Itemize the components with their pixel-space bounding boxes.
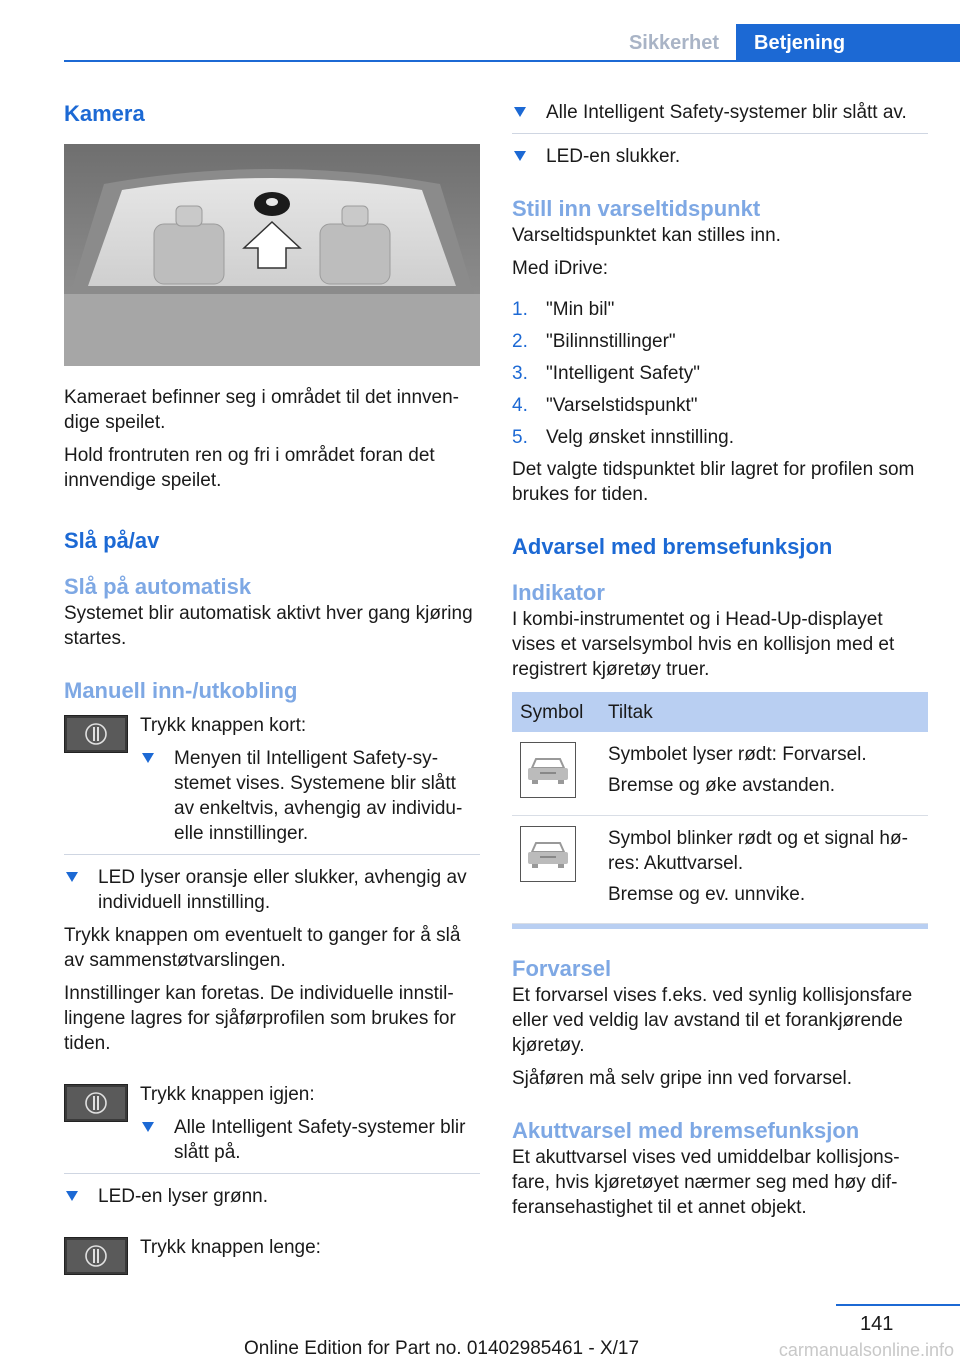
triangle-bullet-icon — [66, 1191, 78, 1201]
footer-rule — [836, 1304, 960, 1306]
table-bottom-rule — [512, 924, 928, 929]
table-header-symbol: Symbol — [512, 692, 600, 732]
press-long-text: Trykk knappen lenge: — [140, 1237, 321, 1258]
list-item: 4. "Varselstidspunkt" — [512, 395, 698, 416]
table-header-row — [512, 692, 928, 732]
list-item: 2. "Bilinnstillinger" — [512, 331, 676, 352]
heading-kamera: Kamera — [64, 101, 145, 126]
forvarsel-paragraph-2: Sjåføren må selv gripe inn ved forvarsel. — [512, 1068, 853, 1089]
led-list-2 — [64, 1173, 480, 1209]
triangle-bullet-icon — [66, 872, 78, 882]
heading-sla-pa-av: Slå på/av — [64, 528, 160, 553]
heading-indikator: Indikator — [512, 580, 605, 605]
led-list-1 — [64, 854, 480, 915]
heading-still-inn: Still inn varseltidspunkt — [512, 196, 761, 221]
list-item: 1. "Min bil" — [512, 299, 615, 320]
section-tab-sikkerhet[interactable]: Sikkerhet — [628, 32, 720, 54]
table-row — [512, 816, 928, 924]
press-short-text: Trykk knappen kort: — [140, 715, 307, 736]
list-item: Alle Intelligent Safety-systemer blir slått på. — [140, 1115, 480, 1165]
still-paragraph-3: Det valgte tidspunktet blir lagret for profilen som brukes for tiden. — [512, 459, 915, 505]
kamera-paragraph-1: Kameraet befinner seg i området til det innvendige speilet. — [64, 387, 459, 433]
press-again-text: Trykk knappen igjen: — [140, 1084, 315, 1105]
heading-advarsel: Advarsel med bremsefunksjon — [512, 534, 833, 559]
triangle-bullet-icon — [514, 107, 526, 117]
collision-warning-car-icon — [520, 742, 576, 798]
forvarsel-paragraph-1: Et forvarsel vises f.eks. ved synlig kollisjonsfare eller ved veldig lav avstand til et forankjørende kjøretøy. — [512, 985, 913, 1056]
row1-text-b: Bremse og øke avstanden. — [608, 775, 836, 796]
page-header — [0, 0, 960, 64]
heading-forvarsel: Forvarsel — [512, 956, 612, 981]
list-item: LED-en lyser grønn. — [64, 1173, 480, 1209]
list-item: 3. "Intelligent Safety" — [512, 363, 700, 384]
list-item: LED lyser oransje eller slukker, avhengig av individuell innstilling. — [64, 854, 480, 915]
row2-text-a: Symbol blinker rødt og et signal høres: Akuttvarsel. — [608, 828, 908, 874]
table-header-tiltak: Tiltak — [600, 692, 928, 732]
idrive-steps-list — [512, 297, 928, 450]
safety-button-icon[interactable] — [64, 1084, 128, 1122]
row2-text-b: Bremse og ev. unnvike. — [608, 884, 806, 905]
edition-text: Online Edition for Part no. 01402985461 - X/17 — [244, 1338, 640, 1359]
press-long-block — [64, 1235, 480, 1277]
twice-paragraph: Trykk knappen om eventuelt to ganger for å slå av sammenstøtvarslingen. — [64, 925, 461, 971]
triangle-bullet-icon — [514, 151, 526, 161]
safety-button-icon[interactable] — [64, 715, 128, 753]
press-short-list — [140, 746, 480, 846]
still-paragraph-1: Varseltidspunktet kan stilles inn. — [512, 225, 781, 246]
safety-button-icon[interactable] — [64, 1237, 128, 1275]
kamera-paragraph-2: Hold frontruten ren og fri i området foran det innvendige speilet. — [64, 445, 435, 491]
press-short-block — [64, 713, 480, 846]
auto-paragraph: Systemet blir automatisk aktivt hver gang kjøring startes. — [64, 603, 473, 649]
heading-sla-pa-automatisk: Slå på automatisk — [64, 574, 252, 599]
right-column — [512, 100, 928, 1228]
triangle-bullet-icon — [142, 1122, 154, 1132]
symbol-table — [512, 692, 928, 924]
header-rule — [64, 60, 960, 62]
table-row — [512, 732, 928, 816]
press-long-list — [512, 100, 928, 169]
still-paragraph-2: Med iDrive: — [512, 258, 609, 279]
row1-text-a: Symbolet lyser rødt: Forvarsel. — [608, 744, 867, 765]
press-again-list — [140, 1115, 480, 1165]
indikator-paragraph: I kombi-instrumentet og i Head-Up-displayet vises et varselsymbol hvis en kollisjon med et registrert kjøretøy truer. — [512, 609, 895, 680]
list-item: Alle Intelligent Safety-systemer blir slått av. — [512, 100, 928, 125]
collision-warning-car-icon — [520, 826, 576, 882]
akutt-paragraph: Et akuttvarsel vises ved umiddelbar kollisjonsfare, hvis kjøretøyet nærmer seg med høy differansehastighet til et annet objekt. — [512, 1147, 900, 1218]
section-tab-betjening[interactable]: Betjening — [736, 24, 960, 62]
settings-paragraph: Innstillinger kan foretas. De individuelle innstillingene lagres for sjåførprofilen som brukes for tiden. — [64, 983, 456, 1054]
press-again-block — [64, 1082, 480, 1165]
list-item: LED-en slukker. — [512, 133, 928, 169]
page-number: 141 — [860, 1313, 894, 1335]
triangle-bullet-icon — [142, 753, 154, 763]
list-item: 5. Velg ønsket innstilling. — [512, 427, 734, 448]
left-column — [64, 100, 480, 1277]
camera-location-image — [64, 144, 480, 366]
watermark: carmanualsonline.info — [778, 1340, 954, 1360]
heading-manuell: Manuell inn-/utkobling — [64, 678, 298, 703]
heading-akuttvarsel: Akuttvarsel med bremsefunksjon — [512, 1118, 860, 1143]
list-item: Menyen til Intelligent Safety-systemet vises. Systemene blir slått av enkeltvis, avhengig av individuelle innstillinger. — [140, 746, 480, 846]
